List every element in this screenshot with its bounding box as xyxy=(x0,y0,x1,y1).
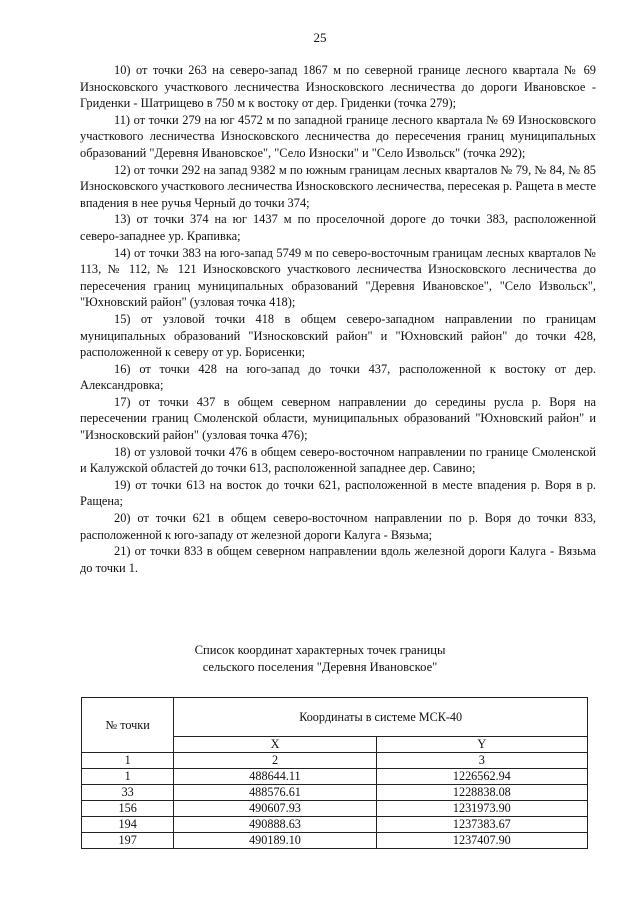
y-cell: 1228838.08 xyxy=(376,785,587,801)
index-cell: 3 xyxy=(376,753,587,769)
table-row xyxy=(82,769,588,785)
paragraph-19: 19) от точки 613 на восток до точки 621, расположенной в месте впадения р. Воря в р. Ращена; xyxy=(80,477,596,509)
table-row xyxy=(82,785,588,801)
page-number: 25 xyxy=(313,30,327,45)
y-cell: 1237407.90 xyxy=(376,833,587,849)
paragraph-21: 21) от точки 833 в общем северном направлении вдоль железной дороги Калуга - Вязьма до точки 1. xyxy=(80,544,596,575)
x-cell: 490607.93 xyxy=(174,801,376,817)
point-number-cell: 1 xyxy=(82,769,174,785)
paragraph-10: 10) от точки 263 на северо-запад 1867 м по северной границе лесного квартала № 69 Износковского участкового лесничества Износковского лесничества до дороги Ивановское - Гриденки - Шатрищево в 750 м к востоку от дер. Гриденки (точка 279); xyxy=(80,63,596,111)
table-row xyxy=(82,833,588,849)
table-row xyxy=(82,817,588,833)
y-cell: 1231973.90 xyxy=(376,801,587,817)
header-coordinates: Координаты в системе МСК-40 xyxy=(174,698,588,737)
y-cell: 1237383.67 xyxy=(376,817,587,833)
y-cell: 1226562.94 xyxy=(376,769,587,785)
paragraph-12: 12) от точки 292 на запад 9382 м по южным границам лесных кварталов № 79, № 84, № 85 Износковского участкового лесничества Износковского лесничества, пересекая р. Ращета в месте впадения в нее ручья Черный до точки 374; xyxy=(80,162,596,210)
point-number-cell: 194 xyxy=(82,817,174,833)
paragraph-14: 14) от точки 383 на юго-запад 5749 м по северо-восточным границам лесных кварталов № 113, № 112, № 121 Износковского участкового лесничества Износковского лесничества до пересечения границ муниципальных образований "Деревня Ивановское", "Село Извольск", "Юхновский район" (узловая точка 418); xyxy=(80,245,596,310)
table-title-line-2: сельского поселения "Деревня Ивановское" xyxy=(202,660,438,674)
coordinates-table xyxy=(81,697,588,849)
paragraph-15: 15) от узловой точки 418 в общем северо-западном направлении по границам муниципальных образований "Износковский район" и "Юхновский район" до точки 428, расположенной к северу от ур. Борисенки; xyxy=(80,311,596,360)
point-number-cell: 197 xyxy=(82,833,174,849)
paragraph-11: 11) от точки 279 на юг 4572 м по западной границе лесного квартала № 69 Износковского участкового лесничества Износковского лесничества до пересечения границ муниципальных образований "Деревня Ивановское", "Село Износки" и "Село Извольск" (точка 292); xyxy=(80,112,596,160)
point-number-cell: 156 xyxy=(82,801,174,817)
index-cell: 2 xyxy=(174,753,376,769)
x-cell: 490189.10 xyxy=(174,833,376,849)
table-title xyxy=(0,642,640,676)
header-x: X xyxy=(174,737,376,753)
table-title-line-1: Список координат характерных точек границы xyxy=(194,643,446,657)
x-cell: 488644.11 xyxy=(174,769,376,785)
boundary-description xyxy=(80,62,596,576)
table-index-row xyxy=(82,753,588,769)
paragraph-20: 20) от точки 621 в общем северо-восточном направлении по р. Воря до точки 833, расположенной к юго-западу от железной дороги Калуга - Вязьма; xyxy=(80,511,596,542)
paragraph-13: 13) от точки 374 на юг 1437 м по проселочной дороге до точки 383, расположенной северо-западнее ур. Крапивка; xyxy=(80,212,596,243)
header-y: Y xyxy=(376,737,587,753)
table-row xyxy=(82,801,588,817)
x-cell: 490888.63 xyxy=(174,817,376,833)
index-cell: 1 xyxy=(82,753,174,769)
header-point-number: № точки xyxy=(82,698,174,753)
paragraph-16: 16) от точки 428 на юго-запад до точки 437, расположенной к востоку от дер. Александровка; xyxy=(80,361,596,393)
table-header-row xyxy=(82,698,588,737)
paragraph-18: 18) от узловой точки 476 в общем северо-восточном направлении по границе Смоленской и Калужской областей до точки 613, расположенной западнее дер. Савино; xyxy=(80,444,596,476)
point-number-cell: 33 xyxy=(82,785,174,801)
paragraph-17: 17) от точки 437 в общем северном направлении до середины русла р. Воря на пересечении границ Смоленской области, муниципальных образований "Юхновский район" и "Износковский район" (узловая точка 476); xyxy=(80,394,596,443)
x-cell: 488576.61 xyxy=(174,785,376,801)
